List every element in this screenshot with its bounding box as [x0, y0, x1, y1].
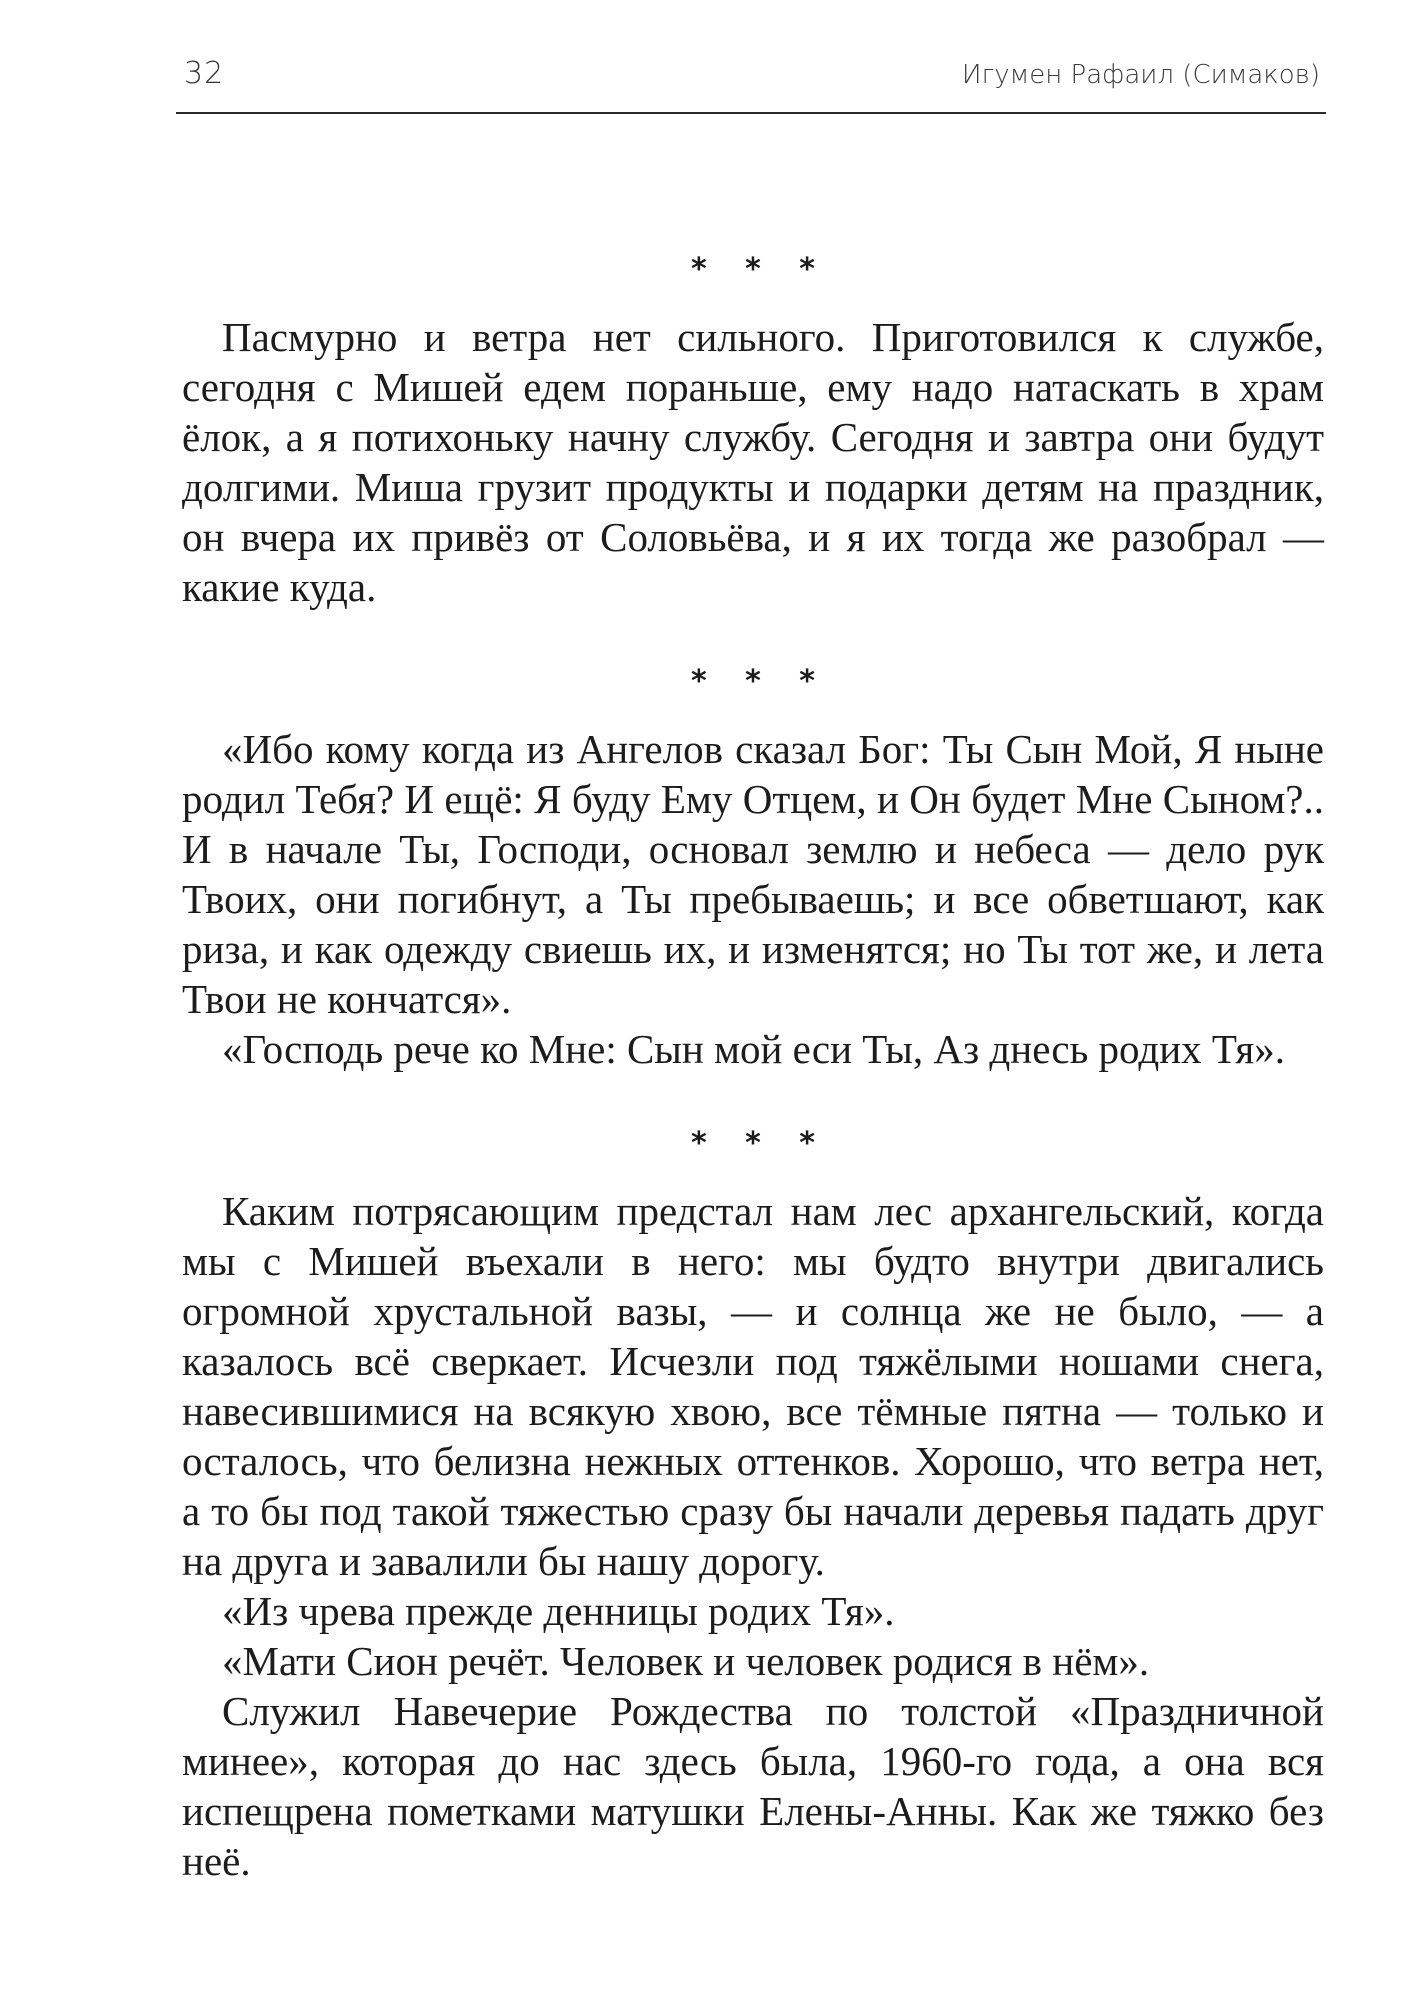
paragraph: «Господь рече ко Мне: Сын мой еси Ты, Аз днесь родих Тя».: [222, 1026, 1286, 1072]
paragraph: «Мати Сион речёт. Человек и человек родися в нём».: [222, 1638, 1150, 1684]
paragraph: Каким потрясающим предстал нам лес архангельский, когда мы с Мишей въехали в него: мы будто внутри двигались огромной хрустальной вазы, — и солнца же не было, — а казалось всё сверкает. Исчезли под тяжёлыми ношами снега, навесившимися на всякую хвою, все тёмные пятна — только и осталось, что белизна нежных оттенков. Хорошо, что ветра нет, а то бы под такой тяжестью сразу бы начали деревья падать друг на друга и завалили бы нашу дорогу.: [182, 1188, 1324, 1584]
section-separator: * * *: [691, 252, 829, 287]
paragraph: Пасмурно и ветра нет сильного. Приготовился к службе, сегодня с Мишей едем пораньше, ему надо натаскать в храм ёлок, а я потихоньку начну службу. Сегодня и завтра они будут долгими. Миша грузит продукты и подарки детям на праздник, он вчера их привёз от Соловьёва, и я их тогда же разобрал — какие куда.: [182, 314, 1324, 610]
page-body: [182, 250, 1324, 1886]
paragraph: «Из чрева прежде денницы родих Тя».: [222, 1588, 895, 1634]
running-title: Игумен Рафаил (Симаков): [961, 60, 1320, 90]
page-header: [176, 52, 1326, 114]
page-number: 32: [184, 56, 225, 91]
section-separator: * * *: [691, 1126, 829, 1161]
paragraph: «Ибо кому когда из Ангелов сказал Бог: Ты Сын Мой, Я ныне родил Тебя? И ещё: Я буду Ему Отцем, и Он будет Мне Сыном?.. И в начале Ты, Господи, основал землю и небеса — дело рук Твоих, они погибнут, а Ты пребываешь; и все обветшают, как риза, и как одежду свиешь их, и изменятся; но Ты тот же, и лета Твои не кончатся».: [182, 726, 1324, 1022]
paragraph: Служил Навечерие Рождества по толстой «Праздничной минее», которая до нас здесь была, 1960-го года, а она вся испещрена пометками матушки Елены-Анны. Как же тяжко без неё.: [182, 1688, 1324, 1884]
section-separator: * * *: [691, 664, 829, 699]
